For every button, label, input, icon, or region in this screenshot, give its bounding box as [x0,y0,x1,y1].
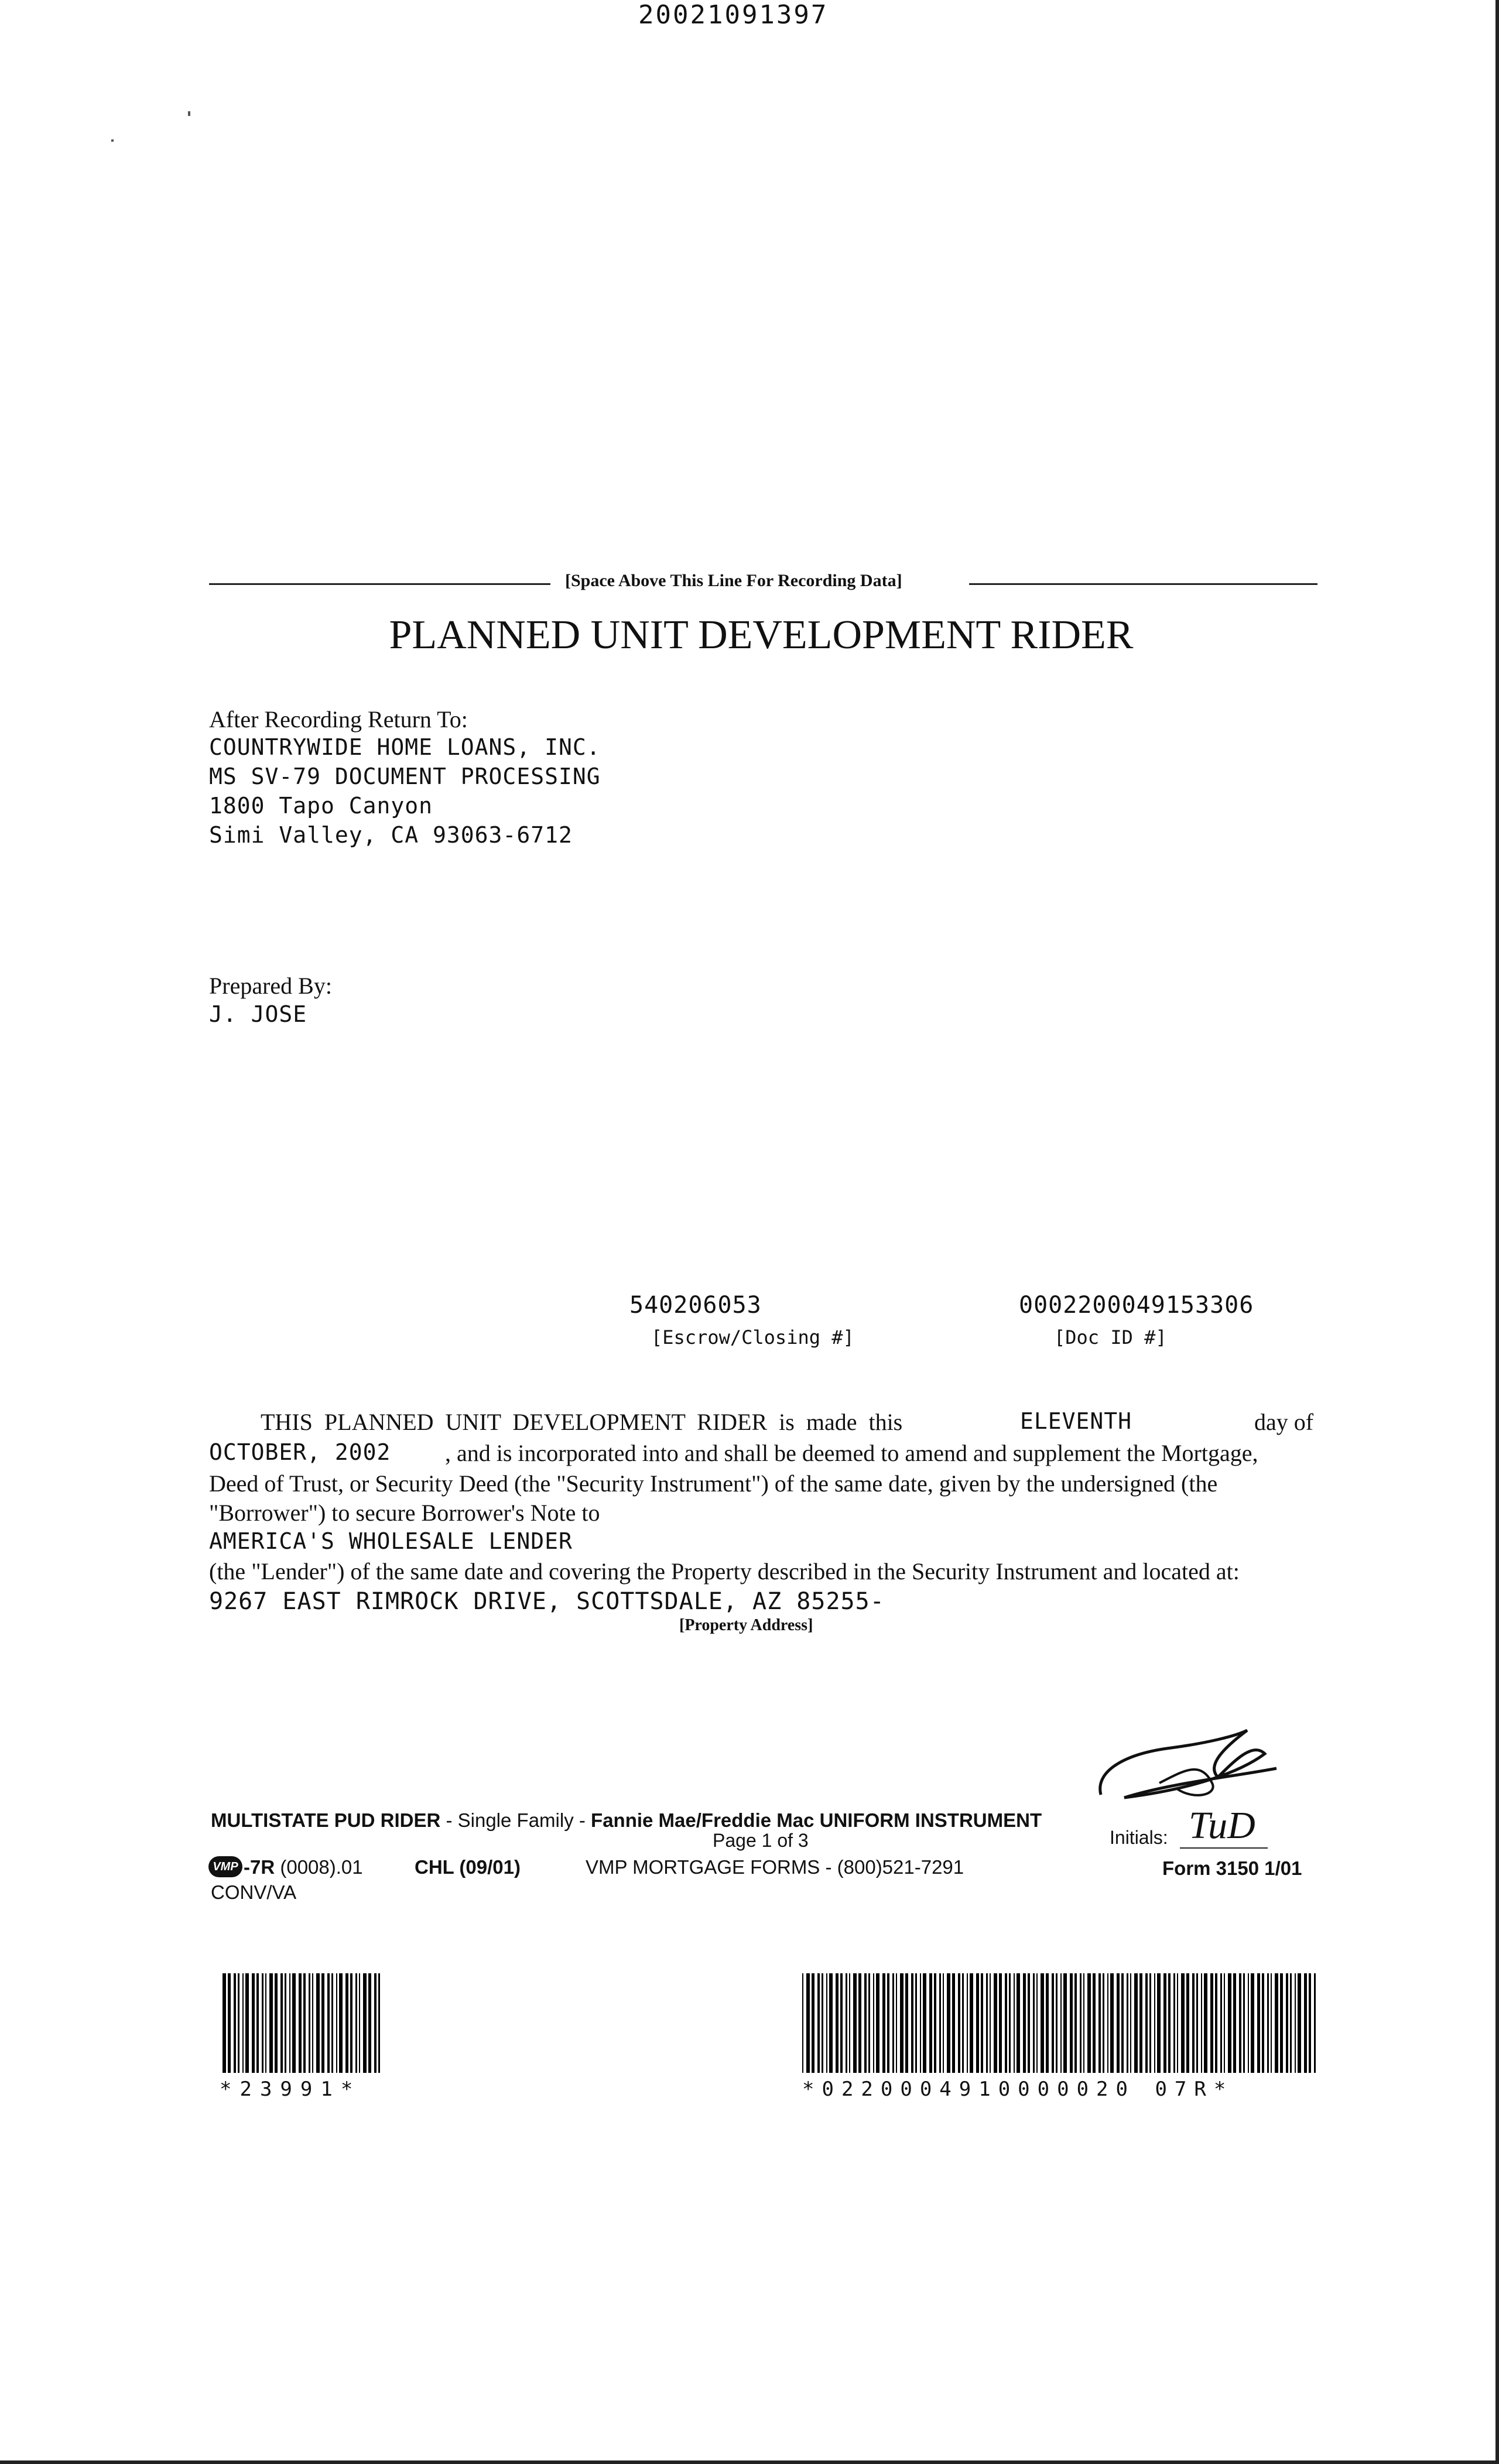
barcode-bar [829,1973,833,2073]
body-lender: AMERICA'S WHOLESALE LENDER [209,1528,573,1554]
form-code [244,1856,363,1878]
scan-speck [188,111,190,116]
barcode-bar [1192,1973,1195,2073]
barcode-bar [234,1973,236,2073]
barcode-bar [242,1973,244,2073]
return-to-line: MS SV-79 DOCUMENT PROCESSING [209,764,601,789]
barcode-bar [1280,1973,1283,2073]
barcode-bar [1275,1973,1278,2073]
barcode-bar [802,1973,803,2073]
vmp-forms: VMP MORTGAGE FORMS - (800)521-7291 [586,1856,964,1878]
barcode-bar [934,1973,936,2073]
form-code-rest: (0008).01 [275,1856,363,1878]
barcode-bar [1005,1973,1007,2073]
barcode-bar [1286,1973,1288,2073]
barcode-bar [1127,1973,1128,2073]
barcode-bar [1070,1973,1073,2073]
barcode-right-label: *0220004910000020 07R* [802,2078,1234,2101]
barcode-bar [228,1973,231,2073]
barcode-bar [947,1973,950,2073]
barcode-bar [915,1973,917,2073]
barcode-bar [976,1973,979,2073]
barcode-bar [896,1973,897,2073]
barcode-bar [1186,1973,1189,2073]
barcode-bar [378,1973,380,2073]
barcode-bar [368,1973,371,2073]
barcode-bar [238,1973,239,2073]
barcode-bar [331,1973,333,2073]
barcode-bar [846,1973,847,2073]
barcode-bar [292,1973,296,2073]
escrow-number: 540206053 [629,1292,762,1319]
barcode-bar [939,1973,941,2073]
barcode-bar [265,1973,266,2073]
barcode-bar [1028,1973,1030,2073]
barcode-bar [363,1973,367,2073]
return-to-line: COUNTRYWIDE HOME LOANS, INC. [209,734,601,760]
barcode-bar [812,1973,814,2073]
barcode-bar [817,1973,820,2073]
barcode-bar [1063,1973,1067,2073]
barcode-bar [321,1973,324,2073]
barcode-bar [1309,1973,1311,2073]
barcode-bar [1224,1973,1225,2073]
barcode-bar [336,1973,337,2073]
barcode-bar [1248,1973,1249,2073]
barcode-bar [303,1973,306,2073]
barcode-bar [350,1973,352,2073]
barcode-bar [920,1973,921,2073]
barcode-bar [905,1973,908,2073]
barcode-bar [312,1973,313,2073]
barcode-bar [345,1973,348,2073]
barcode-bar [299,1973,302,2073]
barcode-bar [1017,1973,1020,2073]
barcode-bar [1196,1973,1198,2073]
barcode-bar [826,1973,827,2073]
barcode-bar [1033,1973,1035,2073]
barcode-bar [1052,1973,1054,2073]
barcode-bar [1163,1973,1166,2073]
barcode-bar [1233,1973,1236,2073]
scan-speck [111,139,114,142]
prepared-by-name: J. JOSE [209,1001,307,1027]
barcode-bar [840,1973,843,2073]
barcode-bar [849,1973,850,2073]
doc-id-label: [Doc ID #] [1054,1326,1167,1349]
barcode-bar [1204,1973,1207,2073]
barcode-bar [1271,1973,1272,2073]
recording-label: [Space Above This Line For Recording Data] [565,571,902,590]
barcode-bar [309,1973,310,2073]
barcode-bar [994,1973,997,2073]
barcode-bar [1103,1973,1104,2073]
chl-code: CHL (09/01) [415,1856,521,1878]
barcode-bar [1262,1973,1264,2073]
barcode-bar [1130,1973,1131,2073]
barcode-bar [245,1973,249,2073]
barcode-bar [280,1973,283,2073]
barcode-bar [1149,1973,1151,2073]
barcode-bar [970,1973,973,2073]
form-code-bold: -7R [244,1856,275,1878]
prepared-by-label: Prepared By: [209,973,332,999]
barcode-bar [986,1973,988,2073]
barcode-bar [339,1973,343,2073]
scan-border-bottom [0,2460,1499,2464]
body-line-1a: THIS PLANNED UNIT DEVELOPMENT RIDER is made this [261,1409,903,1435]
body-line-5: (the "Lender") of the same date and covering the Property described in the Security Instrument and located at: [209,1558,1240,1585]
barcode-bar [868,1973,870,2073]
recording-rule-right [969,583,1317,585]
form-title-mid: - Single Family - [440,1809,591,1831]
barcode-bar [316,1973,320,2073]
barcode-bar [858,1973,861,2073]
barcode-left-label: *23991* [220,2078,361,2101]
escrow-label: [Escrow/Closing #] [651,1326,854,1349]
barcode-bar [1083,1973,1084,2073]
barcode-bar [1173,1973,1175,2073]
barcode-bar [1181,1973,1185,2073]
body-line-3: Deed of Trust, or Security Deed (the "Security Instrument") of the same date, given by the undersigned (the [209,1470,1218,1497]
form-title [211,1809,1042,1832]
property-address: 9267 EAST RIMROCK DRIVE, SCOTTSDALE, AZ 85255- [209,1588,885,1615]
barcode-bar [1210,1973,1213,2073]
barcode-bar [1060,1973,1062,2073]
body-day: ELEVENTH [1020,1408,1132,1434]
page-indicator: Page 1 of 3 [713,1830,809,1851]
barcode-bar [873,1973,874,2073]
barcode-bar [1304,1973,1307,2073]
barcode-bar [374,1973,377,2073]
barcode-bar [1239,1973,1241,2073]
barcode-bar [892,1973,894,2073]
return-to-line: 1800 Tapo Canyon [209,793,433,819]
barcode-bar [1168,1973,1171,2073]
vmp-logo: VMP [208,1856,242,1877]
barcode-bar [1009,1973,1011,2073]
scan-border-right [1495,0,1499,2464]
barcode-bar [1023,1973,1026,2073]
barcode-bar [1041,1973,1044,2073]
form-title-bold2: Fannie Mae/Freddie Mac UNIFORM INSTRUMENT [591,1809,1042,1831]
barcode-bar [958,1973,960,2073]
recording-rule-left [209,583,550,585]
barcode-bar [822,1973,823,2073]
barcode-bar [876,1973,879,2073]
barcode-bar [1251,1973,1254,2073]
barcode-bar [1201,1973,1202,2073]
body-line-4: "Borrower") to secure Borrower's Note to [209,1500,600,1526]
barcode-bar [1154,1973,1155,2073]
barcode-bar [269,1973,273,2073]
barcode-bar [223,1973,226,2073]
file-number: 20021091397 [638,0,829,30]
barcode-bar [1257,1973,1260,2073]
barcode-bar [1014,1973,1015,2073]
barcode-bar [289,1973,290,2073]
barcode-bar [1215,1973,1217,2073]
barcode-bar [1080,1973,1082,2073]
barcode-bar [943,1973,944,2073]
form-number: Form 3150 1/01 [1162,1857,1302,1879]
barcode-bar [836,1973,839,2073]
barcode-left [223,1973,384,2073]
barcode-bar [1046,1973,1049,2073]
barcode-bar [962,1973,964,2073]
body-month-year: OCTOBER, 2002 [209,1439,391,1465]
barcode-bar [981,1973,983,2073]
barcode-bar [1290,1973,1292,2073]
barcode-bar [1087,1973,1091,2073]
barcode-bar [285,1973,286,2073]
barcode-bar [1110,1973,1114,2073]
barcode-bar [1093,1973,1096,2073]
barcode-bar [275,1973,278,2073]
barcode-bar [252,1973,255,2073]
barcode-bar [359,1973,360,2073]
barcode-bar [1098,1973,1101,2073]
return-to-label: After Recording Return To: [209,706,468,733]
barcode-bar [256,1973,259,2073]
barcode-bar [967,1973,968,2073]
barcode-bar [900,1973,903,2073]
barcode-bar [1121,1973,1124,2073]
barcode-bar [1298,1973,1301,2073]
barcode-bar [1267,1973,1269,2073]
barcode-bar [1314,1973,1316,2073]
barcode-right [802,1973,1317,2073]
barcode-bar [1134,1973,1138,2073]
form-title-bold: MULTISTATE PUD RIDER [211,1809,441,1831]
barcode-bar [887,1973,889,2073]
return-to-line: Simi Valley, CA 93063-6712 [209,822,573,848]
barcode-bar [999,1973,1002,2073]
barcode-bar [327,1973,330,2073]
barcode-bar [864,1973,867,2073]
barcode-bar [1074,1973,1077,2073]
barcode-bar [952,1973,955,2073]
initials-label: Initials: [1110,1827,1168,1848]
barcode-bar [1295,1973,1296,2073]
barcode-bar [1107,1973,1108,2073]
barcode-bar [990,1973,991,2073]
barcode-bar [355,1973,357,2073]
barcode-bar [1117,1973,1120,2073]
barcode-bar [923,1973,926,2073]
body-line-1b: day of [1254,1409,1314,1435]
barcode-bar [806,1973,810,2073]
barcode-bar [1228,1973,1231,2073]
barcode-bar [929,1973,932,2073]
barcode-bar [1139,1973,1142,2073]
initials-value: TuD [1189,1804,1255,1847]
barcode-bar [1056,1973,1057,2073]
barcode-bar [1157,1973,1161,2073]
barcode-bar [911,1973,913,2073]
barcode-bar [1243,1973,1245,2073]
barcode-bar [853,1973,857,2073]
document-title: PLANNED UNIT DEVELOPMENT RIDER [389,612,1134,658]
doc-id-number: 0002200049153306 [1019,1292,1254,1319]
barcode-bar [1145,1973,1148,2073]
barcode-bar [262,1973,263,2073]
property-address-label: [Property Address] [679,1616,813,1634]
barcode-bar [1220,1973,1222,2073]
conv-va: CONV/VA [211,1881,297,1903]
body-line-2: , and is incorporated into and shall be deemed to amend and supplement the Mortgage, [445,1440,1258,1466]
barcode-bar [1036,1973,1038,2073]
barcode-bar [882,1973,885,2073]
barcode-bar [1177,1973,1178,2073]
